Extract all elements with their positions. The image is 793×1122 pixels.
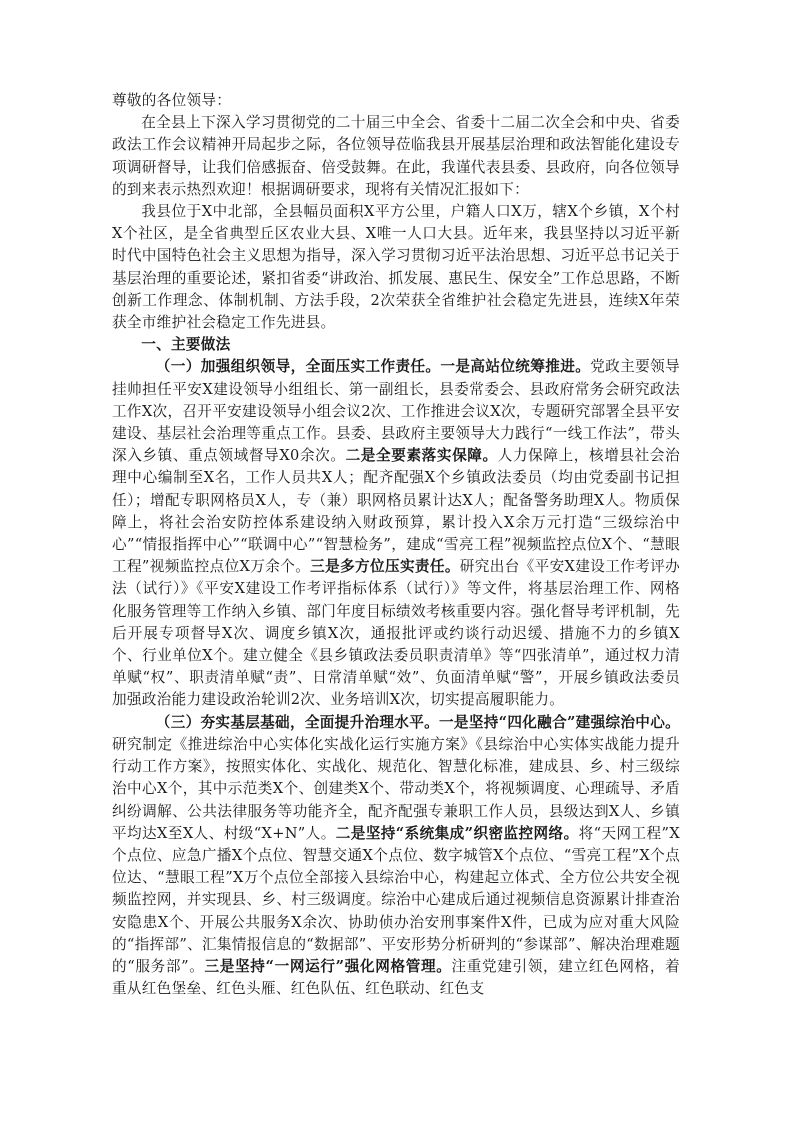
point-title: 三是坚持“一网运行”强化网格管理。: [204, 957, 452, 975]
point-title: 一是高站位统筹推进。: [440, 358, 591, 376]
point-text: 注重党建引领，建立红色网格，着重从红色堡垒、红色头雁、红色队伍、红色联动、红色支: [112, 957, 680, 998]
point-text: 人力保障上，核增县社会治理中心编制至X名，工作人员共X人；配齐配强X个乡镇政法委员（均由党委副书记担任）；增配专职网格员X人，专（兼）职网格员累计达X人；配备警务助理X人。物质保障上，将社会治安防控体系建设纳入财政预算，累计投入X余万元打造“三级综治中心”“情报指挥中心”“联调中心”“智慧检务”，建成“雪亮工程”视频监控点位X个、“慧眼工程”视频监控点位X万余个。: [112, 447, 680, 576]
intro-paragraph: 在全县上下深入学习贯彻党的二十届三中全会、省委十二届二次全会和中央、省委政法工作会议精神开局起步之际，各位领导莅临我县开展基层治理和政法智能化建设专项调研督导，让我们倍感振奋、倍受鼓舞。在此，我谨代表县委、县政府，向各位领导的到来表示热烈欢迎！根据调研要求，现将有关情况汇报如下：: [112, 114, 680, 198]
salutation: 尊敬的各位领导：: [112, 92, 232, 109]
overview-paragraph: 我县位于X中北部，全县幅员面积X平方公里，户籍人口X万，辖X个乡镇，X个村X个社区，是全省典型丘区农业大县、X唯一人口大县。近年来，我县坚持以习近平新时代中国特色社会主义思想为指导，深入学习贯彻习近平法治思想、习近平总书记关于基层治理的重要论述，紧扣省委“讲政治、抓发展、惠民生、保安全”工作总思路，不断创新工作理念、体制机制、方法手段，2次荣获全省维护社会稳定先进县，连续X年荣获全市维护社会稳定工作先进县。: [112, 203, 680, 332]
point-text: 党政主要领导挂帅担任平安X建设领导小组组长、第一副组长，县委常委会、县政府常务会研究政法工作X次，召开平安建设领导小组会议2次、工作推进会议X次，专题研究部署全县平安建设、基层社会治理等重点工作。县委、县政府主要领导大力践行“一线工作法”，带头深入乡镇、重点领域督导X0余次。: [112, 358, 680, 465]
subsection-heading: （三）夯实基层基础，全面提升治理水平。: [155, 713, 440, 731]
point-text: 研究制定《推进综治中心实体化实战化运行实施方案》《县综治中心实体实战能力提升行动工作方案》，按照实体化、实战化、规范化、智慧化标准，建成县、乡、村三级综治中心X个，其中示范类X个、创建类X个、带动类X个，将视频调度、心理疏导、矛盾纠纷调解、公共法律服务等功能齐全，配齐配强专兼职工作人员，县级达到X人、乡镇平均达X至X人、村级“X+N”人。: [112, 735, 680, 842]
subsection-foundation-paragraph: [112, 712, 680, 1001]
document-page: [112, 90, 680, 1000]
subsection-heading: （一）加强组织领导，全面压实工作责任。: [155, 358, 441, 376]
point-title: 二是坚持“系统集成”织密监控网络。: [335, 824, 579, 842]
point-title: 一是坚持“四化融合”建强综治中心。: [439, 713, 681, 731]
point-title: 二是全要素落实保障。: [345, 447, 498, 465]
section-heading-main-practices: 一、主要做法: [141, 336, 231, 354]
subsection-organization-paragraph: [112, 356, 680, 711]
point-text: 研究出台《平安X建设工作考评办法（试行）》《平安X建设工作考评指标体系（试行）》等文件，将基层治理工作、网格化服务管理等工作纳入乡镇、部门年度目标绩效考核重要内容。强化督导考评机制，先后开展专项督导X次、调度乡镇X次，通报批评或约谈行动迟缓、措施不力的乡镇X个、行业单位X个。建立健全《县乡镇政法委员职责清单》等“四张清单”，通过权力清单赋“权”、职责清单赋“责”、日常清单赋“效”、负面清单赋“警”，开展乡镇政法委员加强政治能力建设政治轮训2次、业务培训X次，切实提高履职能力。: [112, 558, 680, 709]
point-text: 将“天网工程”X个点位、应急广播X个点位、智慧交通X个点位、数字城管X个点位、“雪亮工程”X个点位达、“慧眼工程”X万个点位全部接入县综治中心，构建起立体式、全方位公共安全视频监控网，并实现县、乡、村三级调度。综治中心建成后通过视频信息资源累计排查治安隐患X个、开展公共服务X余次、协助侦办治安刑事案件X件，已成为应对重大风险的“指挥部”、汇集情报信息的“数据部”、平安形势分析研判的“参谋部”、解决治理难题的“服务部”。: [112, 824, 681, 975]
point-title: 三是多方位压实责任。: [310, 558, 460, 576]
